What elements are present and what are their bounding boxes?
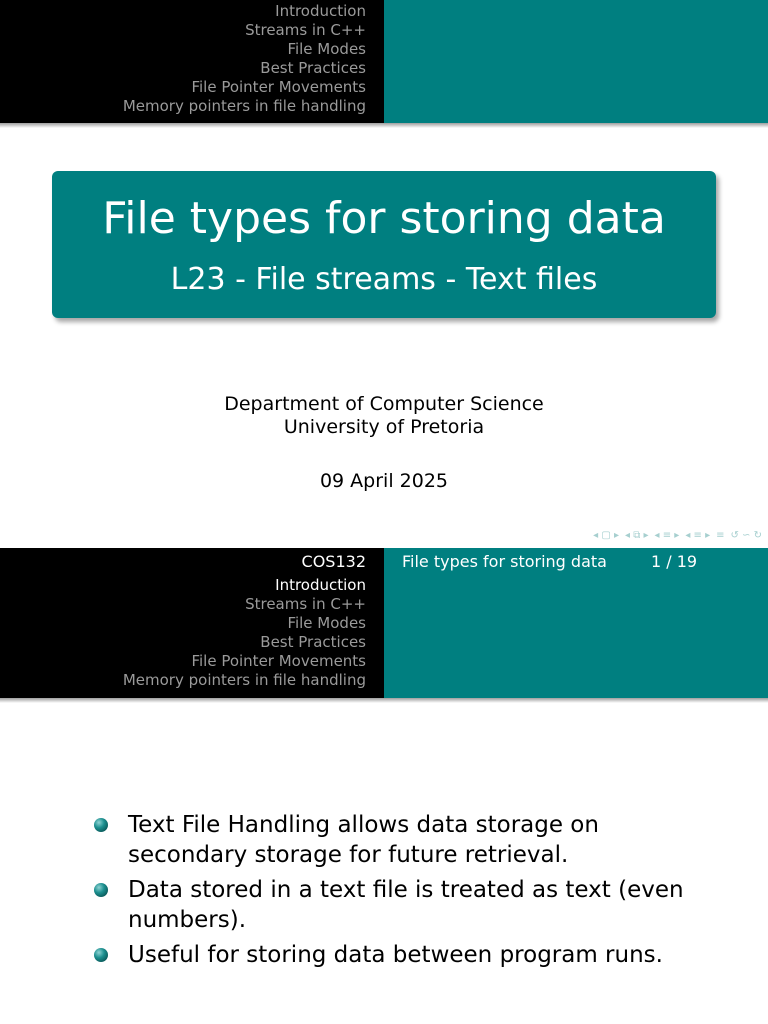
slide1-footer	[0, 548, 768, 575]
bullet-ball-icon	[94, 948, 108, 962]
footer-right	[384, 548, 768, 575]
slide1-section-nav	[0, 0, 384, 123]
nav-memory-pointers[interactable]: Memory pointers in file handling	[122, 671, 366, 689]
nav-file-pointer-movements[interactable]: File Pointer Movements	[191, 652, 366, 670]
nav-best-practices[interactable]: Best Practices	[260, 59, 366, 77]
nav-file-modes[interactable]: File Modes	[287, 614, 366, 632]
bullet-text: Text File Handling allows data storage on secondary storage for future retrieval.	[128, 812, 599, 868]
nav-introduction[interactable]: Introduction	[275, 2, 366, 20]
bullet-list	[90, 810, 710, 975]
zoom-nav-icon[interactable]: ↺ ∽ ↻	[730, 530, 762, 541]
section-nav-icon-2[interactable]: ◂ ≡ ▸	[685, 530, 711, 541]
footer-course: COS132	[0, 548, 384, 575]
section-nav-icon[interactable]: ◂ ≡ ▸	[654, 530, 680, 541]
nav-memory-pointers[interactable]: Memory pointers in file handling	[122, 97, 366, 115]
presentation-date: 09 April 2025	[319, 470, 449, 492]
nav-streams[interactable]: Streams in C++	[245, 595, 366, 613]
university: University of Pretoria	[283, 416, 485, 438]
slide-subtitle: L23 - File streams - Text files	[170, 262, 598, 297]
header-shadow	[0, 698, 768, 703]
slide2-header	[0, 575, 768, 698]
navigation-symbols	[593, 529, 762, 543]
list-item	[90, 810, 710, 870]
nav-best-practices[interactable]: Best Practices	[260, 633, 366, 651]
slide2-header-accent	[384, 575, 768, 698]
nav-file-modes[interactable]: File Modes	[287, 40, 366, 58]
department: Department of Computer Science	[224, 393, 544, 415]
bullet-text: Useful for storing data between program runs.	[128, 942, 663, 968]
list-item	[90, 875, 710, 935]
nav-streams[interactable]: Streams in C++	[245, 21, 366, 39]
frame-nav-icon[interactable]: ◂ ▢ ▸	[593, 530, 619, 541]
nav-file-pointer-movements[interactable]: File Pointer Movements	[191, 78, 366, 96]
nav-introduction-active[interactable]: Introduction	[275, 576, 366, 594]
slide-title: File types for storing data	[102, 193, 666, 244]
bullet-text: Data stored in a text file is treated as text (even numbers).	[128, 877, 684, 933]
subsection-nav-icon[interactable]: ◂ ⧉ ▸	[625, 530, 649, 541]
title-block	[52, 171, 716, 318]
list-item	[90, 940, 710, 970]
bullet-ball-icon	[94, 883, 108, 897]
footer-title: File types for storing data	[402, 552, 607, 571]
bullet-ball-icon	[94, 818, 108, 832]
slide1-header	[0, 0, 768, 123]
toc-nav-icon[interactable]: ≡	[716, 530, 725, 541]
slide2-section-nav	[0, 575, 384, 698]
header-shadow	[0, 123, 768, 128]
slide1-header-accent	[384, 0, 768, 123]
footer-page-number: 1 / 19	[651, 552, 698, 571]
